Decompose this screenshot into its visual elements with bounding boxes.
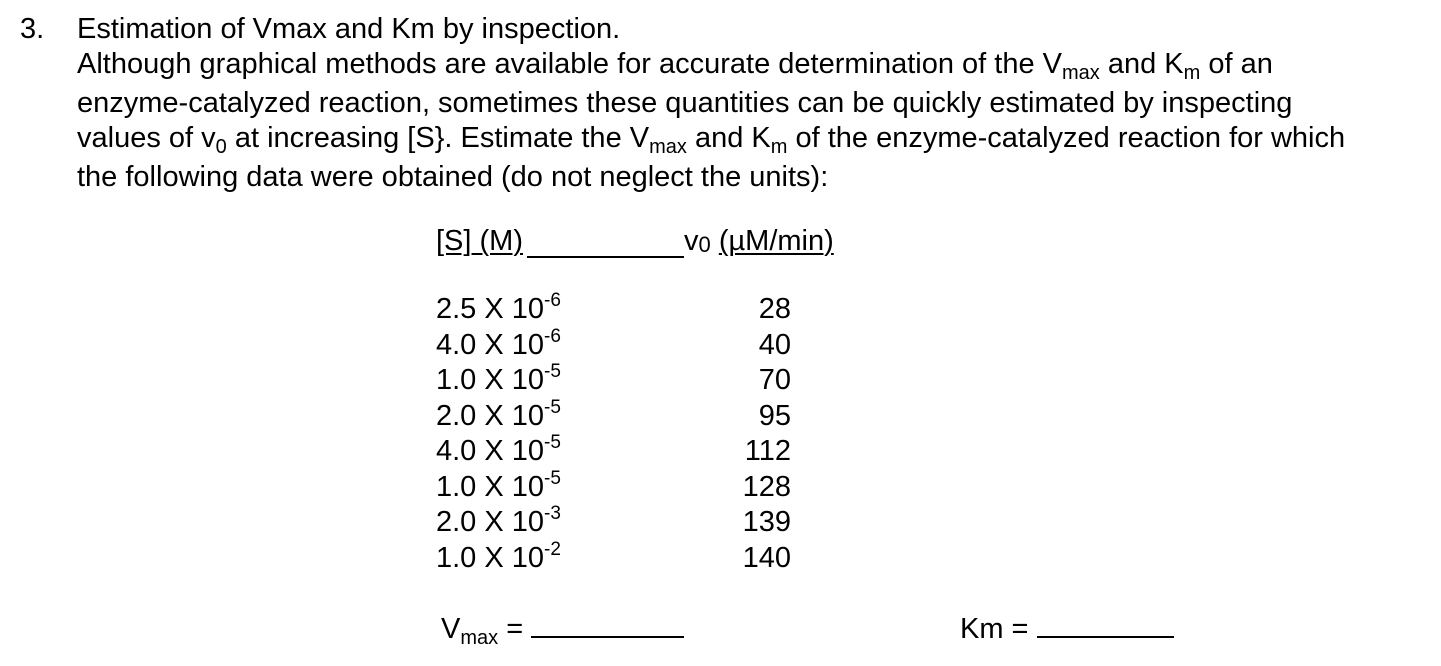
concentration-base: 2.5 X 10 bbox=[436, 293, 545, 325]
question-paragraph bbox=[77, 47, 1437, 195]
substrate-concentration bbox=[436, 325, 561, 367]
concentration-base: 2.0 X 10 bbox=[436, 399, 545, 432]
subscript: m bbox=[770, 136, 788, 158]
equals-sign: = bbox=[498, 613, 524, 645]
concentration-exponent: -5 bbox=[544, 432, 561, 453]
concentration-base: 4.0 X 10 bbox=[436, 328, 545, 361]
table-row bbox=[436, 363, 796, 399]
km-blank-field[interactable] bbox=[1037, 614, 1174, 638]
question-number: 3. bbox=[20, 13, 45, 45]
column-header-substrate: [S] (M) bbox=[436, 225, 523, 257]
km-label: Km = bbox=[960, 613, 1029, 645]
paragraph-line-3 bbox=[77, 121, 1437, 160]
initial-velocity: 40 bbox=[758, 328, 791, 361]
subscript: max bbox=[460, 627, 499, 649]
paragraph-text: Although graphical methods are available for accurate determination of the V bbox=[77, 48, 1062, 80]
concentration-base: 1.0 X 10 bbox=[436, 470, 545, 503]
concentration-base: 1.0 X 10 bbox=[436, 541, 545, 574]
concentration-base: 4.0 X 10 bbox=[436, 435, 545, 467]
substrate-concentration bbox=[436, 363, 561, 402]
column-header-velocity bbox=[684, 224, 834, 260]
substrate-concentration bbox=[436, 505, 561, 544]
header-rule bbox=[527, 256, 684, 258]
initial-velocity: 70 bbox=[758, 364, 791, 396]
initial-velocity: 128 bbox=[742, 470, 791, 503]
vmax-answer bbox=[441, 612, 684, 650]
subscript: 0 bbox=[215, 136, 227, 158]
substrate-concentration bbox=[436, 434, 561, 473]
subscript: 0 bbox=[698, 232, 711, 257]
header-v-text: v bbox=[684, 225, 699, 257]
vmax-label: V bbox=[441, 613, 461, 645]
concentration-exponent: -6 bbox=[544, 290, 561, 311]
paragraph-text: of an bbox=[1200, 48, 1273, 80]
paragraph-text: of the enzyme-catalyzed reaction for which bbox=[787, 122, 1346, 154]
concentration-exponent: -3 bbox=[544, 503, 561, 524]
concentration-base: 2.0 X 10 bbox=[436, 506, 545, 538]
vmax-blank-field[interactable] bbox=[531, 614, 684, 638]
paragraph-text: and K bbox=[1099, 48, 1184, 80]
paragraph-line-1 bbox=[77, 47, 1437, 86]
km-answer bbox=[960, 612, 1174, 647]
paragraph-text: values of v bbox=[77, 122, 216, 154]
initial-velocity: 139 bbox=[742, 506, 791, 538]
concentration-exponent: -5 bbox=[544, 361, 561, 382]
concentration-exponent: -2 bbox=[544, 538, 561, 560]
paragraph-text: at increasing [S}. Estimate the V bbox=[226, 122, 650, 154]
concentration-exponent: -6 bbox=[544, 325, 561, 347]
table-row bbox=[436, 434, 796, 470]
concentration-exponent: -5 bbox=[544, 467, 561, 489]
substrate-concentration bbox=[436, 396, 561, 438]
header-v-unit: (µM/min) bbox=[718, 225, 834, 257]
initial-velocity: 140 bbox=[742, 541, 791, 574]
question-title: Estimation of Vmax and Km by inspection. bbox=[77, 13, 621, 45]
table-row bbox=[436, 505, 796, 541]
initial-velocity: 95 bbox=[758, 399, 791, 432]
table-row bbox=[436, 292, 796, 328]
table-row bbox=[436, 325, 796, 364]
table-row bbox=[436, 396, 796, 435]
concentration-exponent: -5 bbox=[544, 396, 561, 418]
paragraph-line-4: the following data were obtained (do not neglect the units): bbox=[77, 160, 829, 193]
paragraph-text: and K bbox=[686, 122, 771, 154]
table-row bbox=[436, 538, 796, 577]
table-row bbox=[436, 467, 796, 506]
subscript: m bbox=[1183, 62, 1201, 84]
paragraph-line-2: enzyme-catalyzed reaction, sometimes these quantities can be quickly estimated by inspecting bbox=[77, 86, 1293, 119]
substrate-concentration bbox=[436, 467, 561, 509]
subscript: max bbox=[1061, 62, 1100, 84]
substrate-concentration bbox=[436, 292, 561, 331]
substrate-concentration bbox=[436, 538, 561, 580]
initial-velocity: 112 bbox=[744, 435, 791, 467]
data-table-body bbox=[436, 292, 796, 576]
initial-velocity: 28 bbox=[758, 293, 791, 325]
concentration-base: 1.0 X 10 bbox=[436, 364, 545, 396]
subscript: max bbox=[649, 136, 687, 158]
